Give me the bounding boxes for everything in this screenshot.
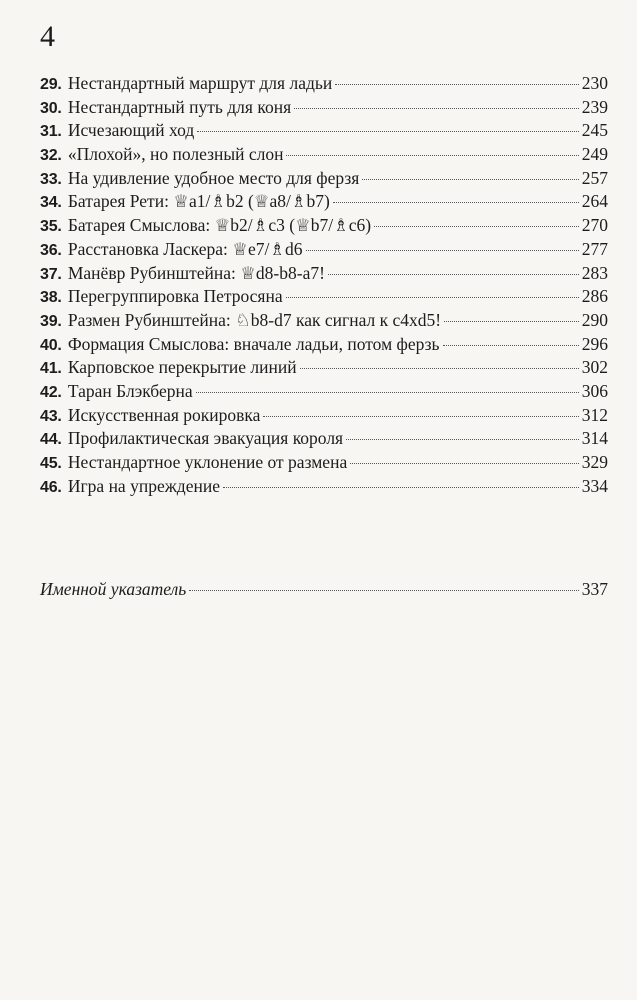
- toc-entry-number-dot: .: [57, 312, 62, 330]
- toc-entry-index[interactable]: [40, 578, 608, 602]
- toc-entry-number: 46: [40, 478, 58, 496]
- toc-entry[interactable]: [40, 427, 608, 451]
- toc-entry[interactable]: [40, 190, 608, 214]
- dot-leader: [294, 108, 579, 109]
- toc-entry[interactable]: [40, 214, 608, 238]
- toc-entry-title: Батарея Смыслова: ♕b2/♗c3 (♕b7/♗c6): [67, 215, 372, 236]
- toc-entry-number: 30: [40, 99, 58, 117]
- dot-leader: [189, 590, 579, 591]
- dot-leader: [350, 463, 579, 464]
- toc-entry-number: 39: [40, 312, 58, 330]
- toc-entry-title: Нестандартный путь для коня: [67, 96, 292, 117]
- toc-entry-number-dot: .: [57, 360, 62, 378]
- dot-leader: [286, 297, 579, 298]
- toc-entry-page: 245: [581, 120, 608, 141]
- toc-entry-number-dot: .: [57, 289, 62, 307]
- toc-entry-page: 283: [581, 262, 608, 283]
- toc-entry-page: 239: [581, 96, 608, 117]
- toc-entry-number-dot: .: [57, 336, 62, 354]
- toc-entry-page: 296: [581, 333, 608, 354]
- toc-entry-page: 337: [581, 579, 608, 599]
- toc-entry-title: Нестандартное уклонение от размена: [67, 452, 348, 472]
- toc-entry-title: Нестандартный маршрут для ладьи: [67, 73, 333, 93]
- toc-entry-number: 43: [40, 407, 58, 425]
- dot-leader: [443, 345, 579, 346]
- toc-entry-title: «Плохой», но полезный слон: [67, 144, 284, 165]
- toc-entry-page: 329: [581, 452, 608, 472]
- toc-entry[interactable]: [40, 96, 608, 120]
- dot-leader: [346, 439, 579, 440]
- dot-leader: [286, 155, 578, 156]
- dot-leader: [196, 392, 579, 393]
- toc-entry-number: 40: [40, 336, 58, 354]
- toc-entry-number: 41: [40, 360, 58, 378]
- toc-entry-number: 32: [40, 147, 58, 165]
- toc-entry-number: 38: [40, 289, 58, 307]
- toc-entry-page: 270: [581, 215, 608, 236]
- toc-entry-number: 42: [40, 383, 58, 401]
- toc-entry-page: 302: [581, 357, 608, 378]
- toc-entry-page: 314: [581, 428, 608, 449]
- toc-entry-number-dot: .: [57, 194, 62, 212]
- toc-entry-page: 230: [581, 73, 608, 93]
- toc-entry-number: 31: [40, 123, 58, 141]
- toc-entry-number-dot: .: [57, 218, 62, 236]
- toc-entry-title: Карповское перекрытие линий: [67, 357, 297, 378]
- dot-leader: [306, 250, 579, 251]
- toc-entry-number-dot: .: [57, 455, 62, 472]
- toc-entry-number: 34: [40, 194, 58, 212]
- toc-entry-title: Манёвр Рубинштейна: ♕d8-b8-a7!: [67, 262, 325, 283]
- toc-entry-number: 29: [40, 76, 58, 93]
- toc-entry-number-dot: .: [57, 431, 62, 449]
- page-number: 4: [40, 20, 55, 53]
- toc-entry-number-dot: .: [57, 99, 62, 117]
- toc-entry-page: 264: [581, 191, 608, 212]
- dot-leader: [328, 274, 579, 275]
- toc-entry-title: Батарея Рети: ♕a1/♗b2 (♕a8/♗b7): [67, 191, 330, 212]
- toc-entry-number: 37: [40, 265, 58, 283]
- dot-leader: [300, 368, 579, 369]
- toc-entry-number: 33: [40, 170, 58, 188]
- toc-entry-number-dot: .: [57, 241, 62, 259]
- toc-entry-page: 286: [581, 286, 608, 307]
- toc-entry[interactable]: [40, 380, 608, 404]
- toc-entry[interactable]: [40, 475, 608, 499]
- toc-entry[interactable]: [40, 356, 608, 380]
- toc-entry-number-dot: .: [57, 76, 62, 93]
- table-of-contents: [40, 72, 608, 498]
- toc-entry-number-dot: .: [57, 147, 62, 165]
- dot-leader: [197, 131, 578, 132]
- dot-leader: [335, 84, 579, 85]
- toc-entry-number: 36: [40, 241, 58, 259]
- toc-entry-page: 249: [581, 144, 608, 165]
- toc-entry[interactable]: [40, 167, 608, 191]
- toc-entry-title: Профилактическая эвакуация короля: [67, 428, 344, 449]
- toc-entry[interactable]: [40, 285, 608, 309]
- toc-entry-page: 290: [581, 309, 608, 330]
- toc-entry-number-dot: .: [57, 123, 62, 141]
- toc-entry-number-dot: .: [57, 170, 62, 188]
- toc-entry[interactable]: [40, 119, 608, 143]
- toc-entry-number: 44: [40, 431, 58, 449]
- toc-entry-page: 306: [581, 380, 608, 401]
- toc-entry-number-dot: .: [57, 478, 62, 496]
- toc-entry-page: 257: [581, 167, 608, 188]
- toc-entry-title: На удивление удобное место для ферзя: [67, 167, 360, 188]
- toc-entry-page: 334: [581, 475, 608, 496]
- toc-entry-title: Искусственная рокировка: [67, 404, 261, 425]
- toc-entry[interactable]: [40, 404, 608, 428]
- toc-entry-number-dot: .: [57, 265, 62, 283]
- toc-entry-number-dot: .: [57, 407, 62, 425]
- toc-entry-number: 45: [40, 455, 58, 472]
- toc-entry-page: 277: [581, 238, 608, 259]
- toc-entry-title: Таран Блэкберна: [67, 380, 193, 401]
- toc-entry[interactable]: [40, 262, 608, 286]
- dot-leader: [374, 226, 579, 227]
- toc-entry[interactable]: [40, 72, 608, 96]
- toc-entry[interactable]: [40, 309, 608, 333]
- toc-entry-title: Размен Рубинштейна: ♘b8-d7 как сигнал к c4xd5!: [67, 309, 442, 330]
- dot-leader: [362, 179, 578, 180]
- dot-leader: [223, 487, 579, 488]
- toc-entry-title: Перегруппировка Петросяна: [67, 286, 283, 307]
- toc-entry-title: Игра на упреждение: [67, 475, 220, 496]
- toc-entry[interactable]: [40, 238, 608, 262]
- dot-leader: [263, 416, 578, 417]
- toc-entry-title: Формация Смыслова: вначале ладьи, потом ферзь: [67, 333, 440, 354]
- toc-entry[interactable]: [40, 451, 608, 475]
- toc-entry[interactable]: [40, 333, 608, 357]
- toc-entry[interactable]: [40, 143, 608, 167]
- dot-leader: [444, 321, 579, 322]
- toc-entry-number: 35: [40, 218, 58, 236]
- toc-entry-page: 312: [581, 404, 608, 425]
- dot-leader: [333, 202, 579, 203]
- toc-entry-number-dot: .: [57, 383, 62, 401]
- toc-entry-title: Исчезающий ход: [67, 120, 195, 141]
- toc-entry-title: Именной указатель: [40, 579, 187, 599]
- toc-entry-title: Расстановка Ласкера: ♕e7/♗d6: [67, 238, 303, 259]
